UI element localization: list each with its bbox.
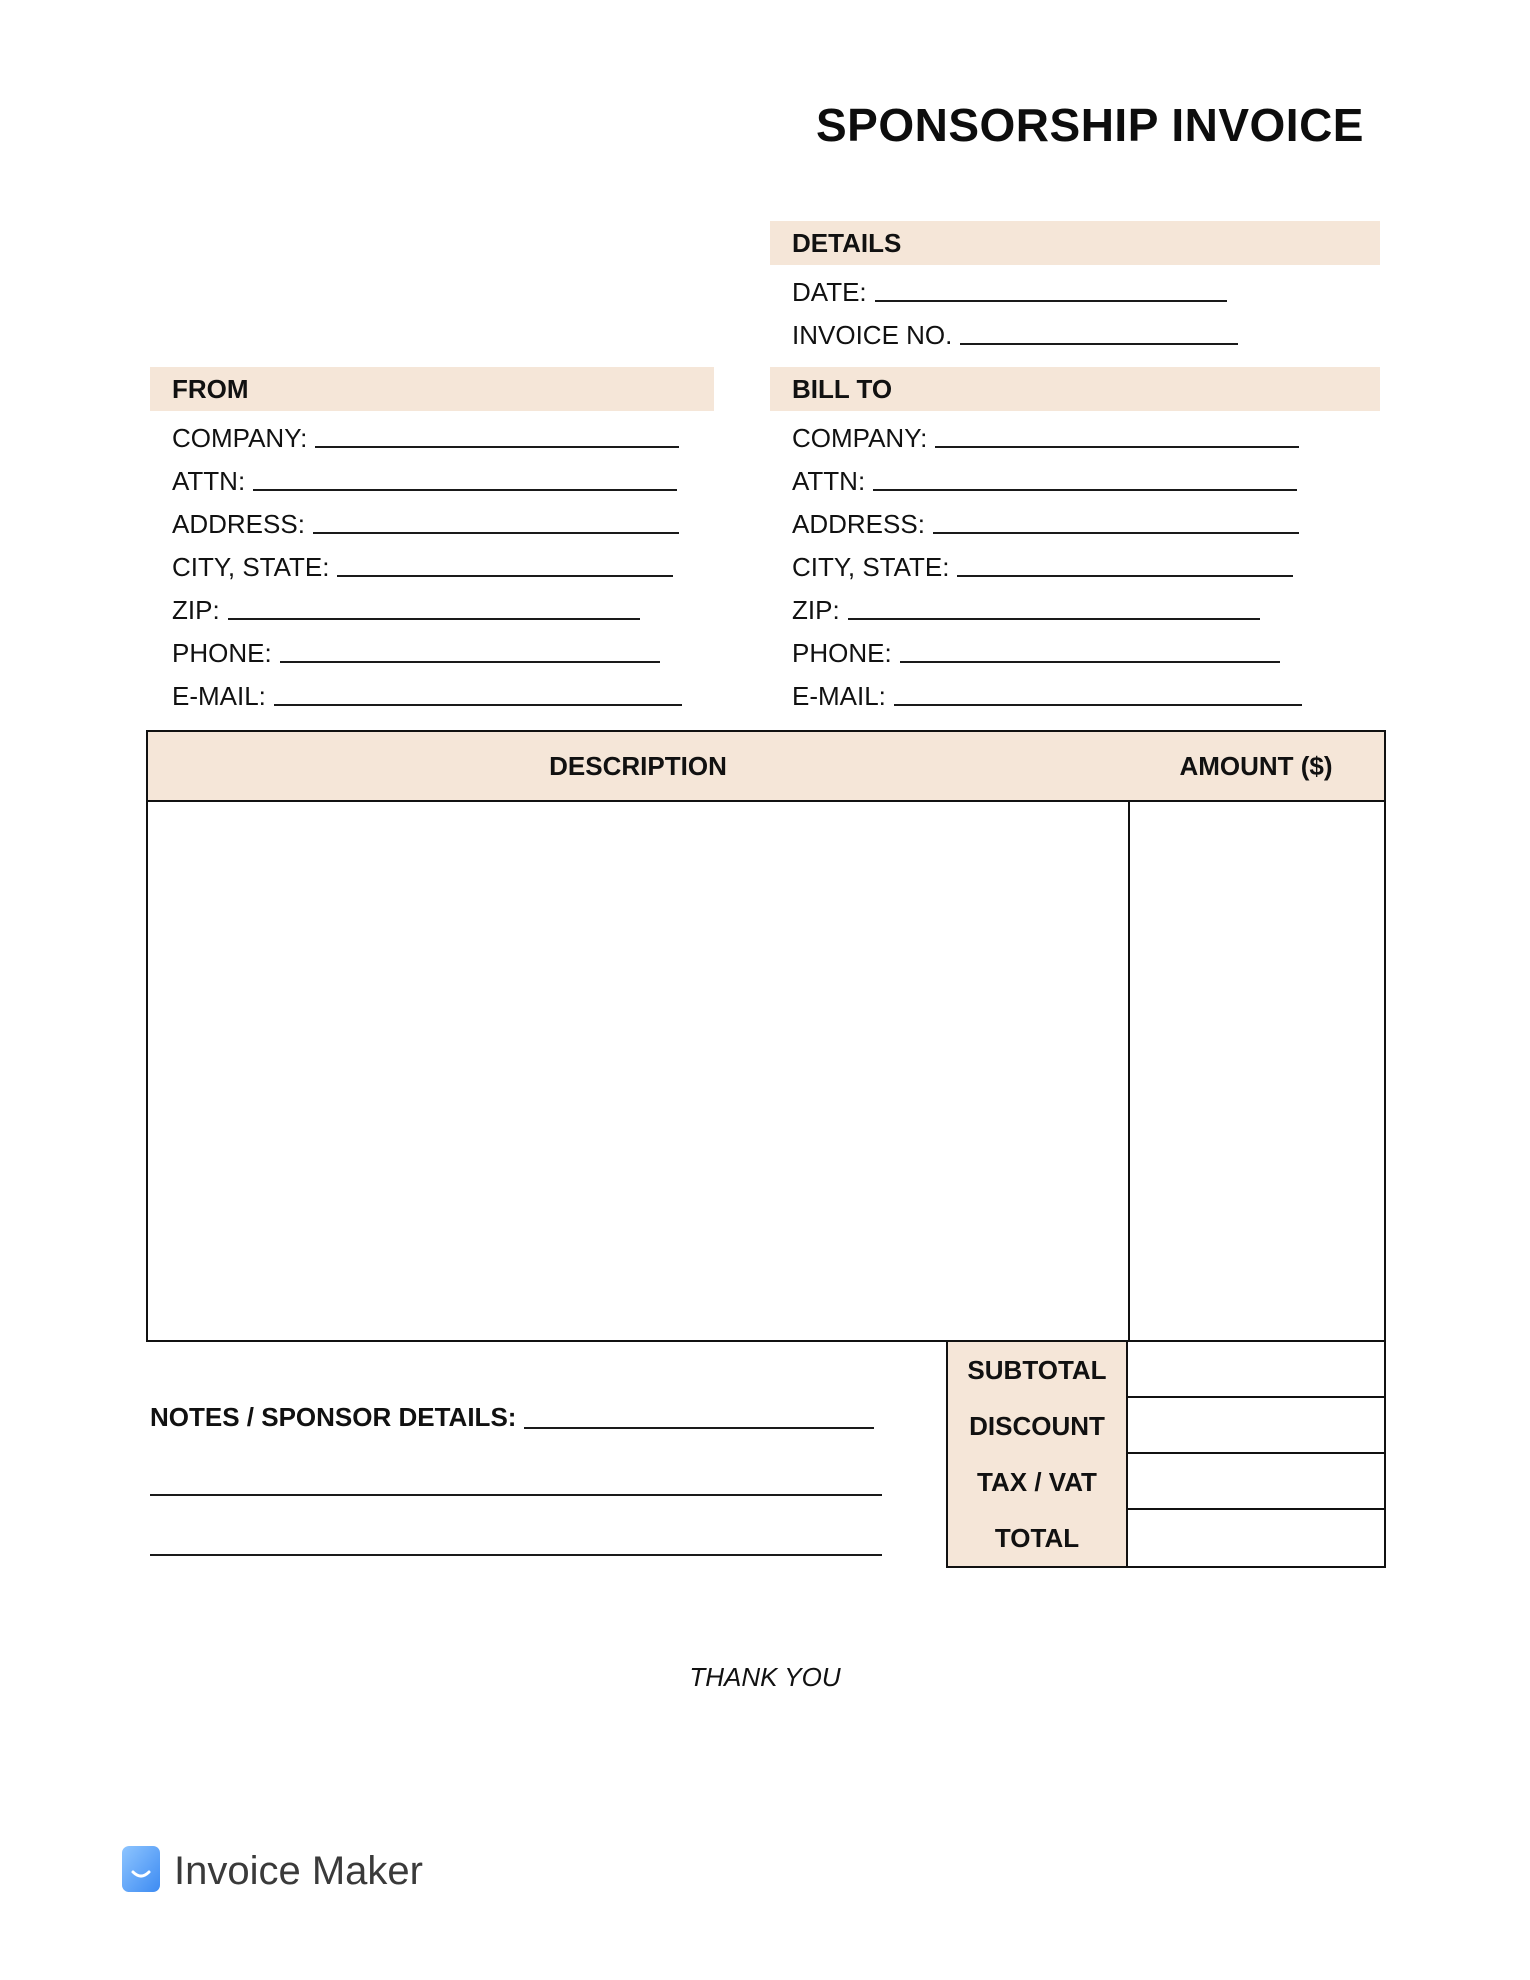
bill-to-email-field[interactable] [770, 669, 1380, 712]
notes-line-2[interactable] [150, 1494, 882, 1496]
bill-to-city-state-line[interactable] [957, 575, 1293, 577]
from-address-field[interactable] [150, 497, 714, 540]
from-company-label: COMPANY: [172, 423, 308, 453]
invoice-no-field[interactable] [770, 308, 1380, 351]
from-phone-label: PHONE: [172, 638, 272, 668]
notes-line-3[interactable] [150, 1554, 882, 1556]
bill-to-section [770, 367, 1380, 712]
notes-field[interactable] [150, 1402, 874, 1433]
date-field[interactable] [770, 265, 1380, 308]
invoice-no-line[interactable] [960, 343, 1238, 345]
table-header [148, 732, 1384, 802]
notes-line-1[interactable] [524, 1427, 874, 1429]
details-heading: DETAILS [770, 221, 1380, 265]
from-zip-line[interactable] [228, 618, 640, 620]
discount-row [946, 1398, 1386, 1454]
total-row [946, 1510, 1386, 1568]
notes-label: NOTES / SPONSOR DETAILS: [150, 1402, 517, 1432]
bill-to-zip-line[interactable] [848, 618, 1260, 620]
invoice-no-label: INVOICE NO. [792, 320, 953, 350]
from-section [150, 367, 714, 712]
total-value[interactable] [1126, 1510, 1386, 1566]
total-label: TOTAL [946, 1510, 1126, 1566]
subtotal-row [946, 1342, 1386, 1398]
from-address-label: ADDRESS: [172, 509, 305, 539]
from-company-field[interactable] [150, 411, 714, 454]
from-zip-field[interactable] [150, 583, 714, 626]
from-city-state-line[interactable] [337, 575, 673, 577]
bill-to-address-field[interactable] [770, 497, 1380, 540]
bill-to-attn-label: ATTN: [792, 466, 866, 496]
bill-to-company-field[interactable] [770, 411, 1380, 454]
from-zip-label: ZIP: [172, 595, 220, 625]
amount-cell[interactable] [1130, 802, 1384, 1340]
from-attn-label: ATTN: [172, 466, 246, 496]
description-cell[interactable] [148, 802, 1128, 1340]
discount-value[interactable] [1126, 1398, 1386, 1454]
from-attn-field[interactable] [150, 454, 714, 497]
invoice-title: SPONSORSHIP INVOICE [815, 99, 1364, 151]
line-items-table [146, 730, 1386, 1342]
brand-logo [122, 1846, 423, 1897]
from-address-line[interactable] [313, 532, 679, 534]
thank-you-text: THANK YOU [689, 1662, 841, 1692]
date-label: DATE: [792, 277, 867, 307]
invoice-maker-logo-icon [122, 1846, 160, 1897]
bill-to-company-line[interactable] [935, 446, 1299, 448]
from-heading: FROM [150, 367, 714, 411]
bill-to-phone-line[interactable] [900, 661, 1280, 663]
bill-to-attn-line[interactable] [873, 489, 1297, 491]
bill-to-address-label: ADDRESS: [792, 509, 925, 539]
subtotal-label: SUBTOTAL [946, 1342, 1126, 1398]
discount-label: DISCOUNT [946, 1398, 1126, 1454]
tax-value[interactable] [1126, 1454, 1386, 1510]
bill-to-city-state-field[interactable] [770, 540, 1380, 583]
bill-to-email-line[interactable] [894, 704, 1302, 706]
bill-to-phone-label: PHONE: [792, 638, 892, 668]
tax-label: TAX / VAT [946, 1454, 1126, 1510]
from-phone-line[interactable] [280, 661, 660, 663]
totals-section [946, 1342, 1386, 1570]
brand-name: Invoice Maker [174, 1849, 423, 1893]
subtotal-value[interactable] [1126, 1342, 1386, 1398]
from-company-line[interactable] [315, 446, 679, 448]
from-email-line[interactable] [274, 704, 682, 706]
bill-to-address-line[interactable] [933, 532, 1299, 534]
bill-to-attn-field[interactable] [770, 454, 1380, 497]
date-line[interactable] [875, 300, 1227, 302]
from-city-state-label: CITY, STATE: [172, 552, 330, 582]
from-email-field[interactable] [150, 669, 714, 712]
bill-to-heading: BILL TO [770, 367, 1380, 411]
bill-to-zip-field[interactable] [770, 583, 1380, 626]
from-city-state-field[interactable] [150, 540, 714, 583]
bill-to-city-state-label: CITY, STATE: [792, 552, 950, 582]
from-phone-field[interactable] [150, 626, 714, 669]
bill-to-zip-label: ZIP: [792, 595, 840, 625]
from-attn-line[interactable] [253, 489, 677, 491]
amount-header: AMOUNT ($) [1179, 750, 1333, 781]
bill-to-phone-field[interactable] [770, 626, 1380, 669]
details-section [770, 221, 1380, 351]
tax-row [946, 1454, 1386, 1510]
bill-to-email-label: E-MAIL: [792, 681, 886, 711]
description-header: DESCRIPTION [549, 750, 727, 781]
bill-to-company-label: COMPANY: [792, 423, 928, 453]
from-email-label: E-MAIL: [172, 681, 266, 711]
